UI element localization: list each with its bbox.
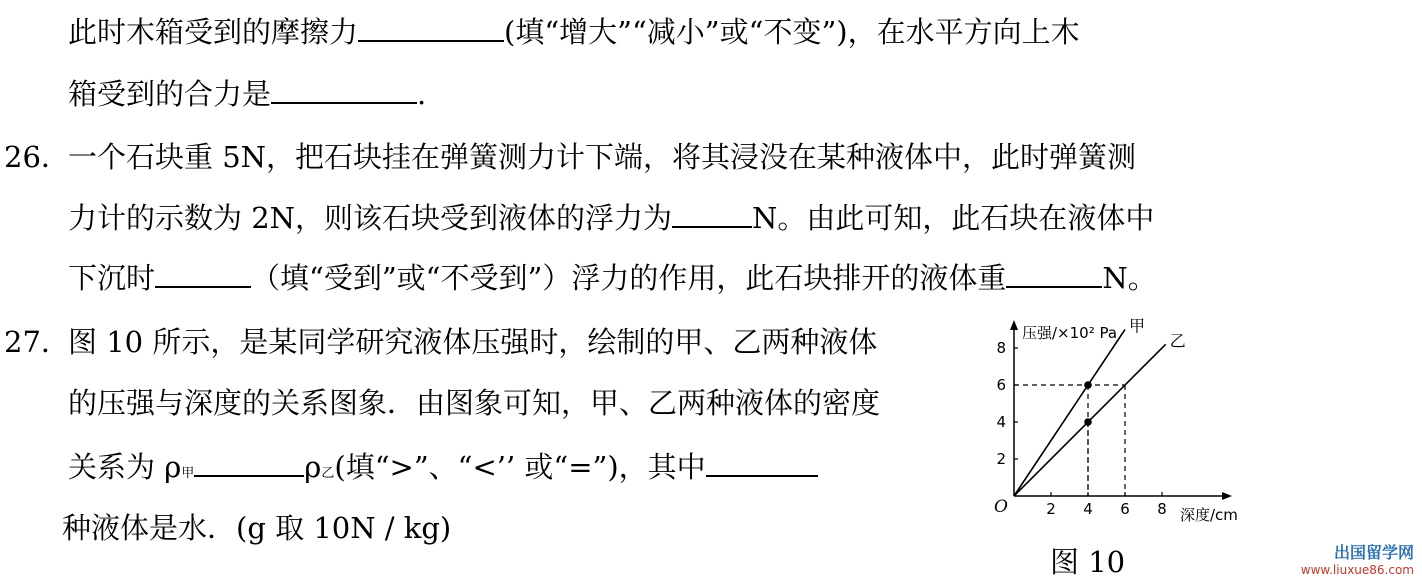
x-tick-label: 6 — [1120, 500, 1130, 518]
text-line-7: 的压强与深度的关系图象．由图象可知，甲、乙两种液体的密度 — [68, 386, 881, 420]
data-series — [1014, 317, 1186, 497]
text-segment: (填“>”、“<’’ 或“=”)，其中 — [334, 450, 706, 484]
answer-blank-water-liquid[interactable] — [706, 449, 818, 477]
data-point — [1084, 418, 1092, 426]
x-axis-label: 深度/cm — [1180, 506, 1238, 524]
text-segment: N。由此可知，此石块在液体中 — [752, 201, 1155, 235]
y-tick-label: 6 — [996, 376, 1006, 394]
series-label-jia: 甲 — [1129, 316, 1146, 336]
answer-blank-friction[interactable] — [358, 14, 504, 42]
x-axis-arrow — [1222, 492, 1232, 500]
watermark-url: www.liuxue86.com — [1300, 563, 1414, 577]
text-segment: 此时木箱受到的摩擦力 — [68, 15, 359, 49]
text-line-6: 图 10 所示，是某同学研究液体压强时，绘制的甲、乙两种液体 — [68, 325, 878, 359]
y-tick-label: 4 — [996, 413, 1006, 431]
subscript-yi: 乙 — [321, 466, 335, 481]
text-line-3: 一个石块重 5N，把石块挂在弹簧测力计下端，将其浸没在某种液体中，此时弹簧测 — [68, 140, 1137, 174]
text-line-9: 种液体是水．(g 取 10N / kg) — [62, 511, 452, 545]
answer-blank-buoyancy[interactable] — [672, 200, 752, 228]
figure-caption: 图 10 — [1050, 545, 1126, 579]
y-axis-label: 压强/×10² Pa — [1022, 324, 1118, 342]
x-tick-label: 2 — [1046, 500, 1056, 518]
text-segment: 箱受到的合力是 — [68, 77, 272, 111]
answer-blank-net-force[interactable] — [271, 76, 417, 104]
y-tick-label: 8 — [996, 339, 1006, 357]
series-line-jia — [1014, 330, 1125, 497]
text-segment: （填“受到”或“不受到”）浮力的作用，此石块排开的液体重 — [251, 261, 1007, 295]
origin-label: O — [994, 497, 1008, 517]
question-number-27: 27． — [4, 325, 70, 359]
answer-blank-density-relation[interactable] — [194, 449, 304, 477]
text-segment: N。 — [1102, 261, 1157, 295]
y-tick-label: 2 — [996, 450, 1006, 468]
text-segment: 力计的示数为 2N，则该石块受到液体的浮力为 — [68, 201, 673, 235]
answer-blank-displaced-weight[interactable] — [1006, 260, 1102, 288]
data-point — [1084, 381, 1092, 389]
text-line-1 — [68, 12, 1080, 52]
series-label-yi: 乙 — [1169, 331, 1186, 351]
text-segment: (填“增大”“减小”或“不变”)，在水平方向上木 — [504, 15, 1080, 49]
y-axis-arrow — [1010, 320, 1018, 330]
text-line-2 — [68, 74, 426, 114]
text-segment: 下沉时 — [68, 261, 156, 295]
subscript-jia: 甲 — [181, 466, 195, 481]
text-line-4 — [68, 198, 1154, 238]
answer-blank-receives-force[interactable] — [155, 260, 251, 288]
text-line-8 — [68, 447, 818, 494]
x-tick-label: 8 — [1157, 500, 1167, 518]
pressure-depth-graph — [990, 316, 1270, 531]
watermark — [1301, 540, 1414, 577]
text-line-5 — [68, 258, 1157, 298]
x-tick-label: 4 — [1083, 500, 1093, 518]
text-segment: 关系为 ρ — [68, 450, 182, 484]
question-number-26: 26． — [4, 140, 70, 174]
watermark-name: 出国留学网 — [1333, 543, 1414, 562]
text-segment: . — [417, 77, 427, 111]
text-segment: ρ — [304, 450, 322, 484]
